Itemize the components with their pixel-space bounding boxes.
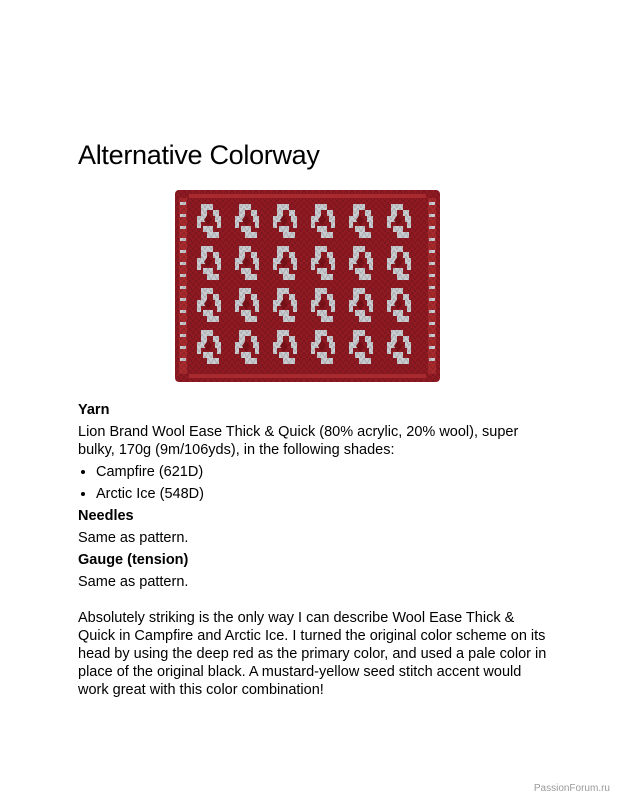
shade-list (78, 463, 548, 503)
yarn-description: Lion Brand Wool Ease Thick & Quick (80% acrylic, 20% wool), super bulky, 170g (9m/106yds), in the following shades: (78, 424, 519, 458)
gauge-heading: Gauge (tension) (78, 552, 189, 568)
watermark: PassionForum.ru (533, 783, 610, 794)
gauge-text: Same as pattern. (78, 574, 189, 590)
page-title: Alternative Colorway (78, 140, 320, 170)
knitted-swatch-image (175, 190, 440, 382)
shade-item: • Arctic Ice (548D) (96, 485, 548, 503)
needles-heading: Needles (78, 508, 134, 524)
shade-item: • Campfire (621D) (96, 463, 548, 481)
yarn-heading: Yarn (78, 402, 110, 418)
needles-text: Same as pattern. (78, 530, 189, 546)
pattern-details (78, 401, 548, 703)
colorway-description: Absolutely striking is the only way I can describe Wool Ease Thick & Quick in Campfire and Arctic Ice. I turned the original color scheme on its head by using the deep red as the primary color, and used a pale color in place of the original black. A mustard-yellow seed stitch accent would work great with this color combination! (78, 610, 547, 698)
